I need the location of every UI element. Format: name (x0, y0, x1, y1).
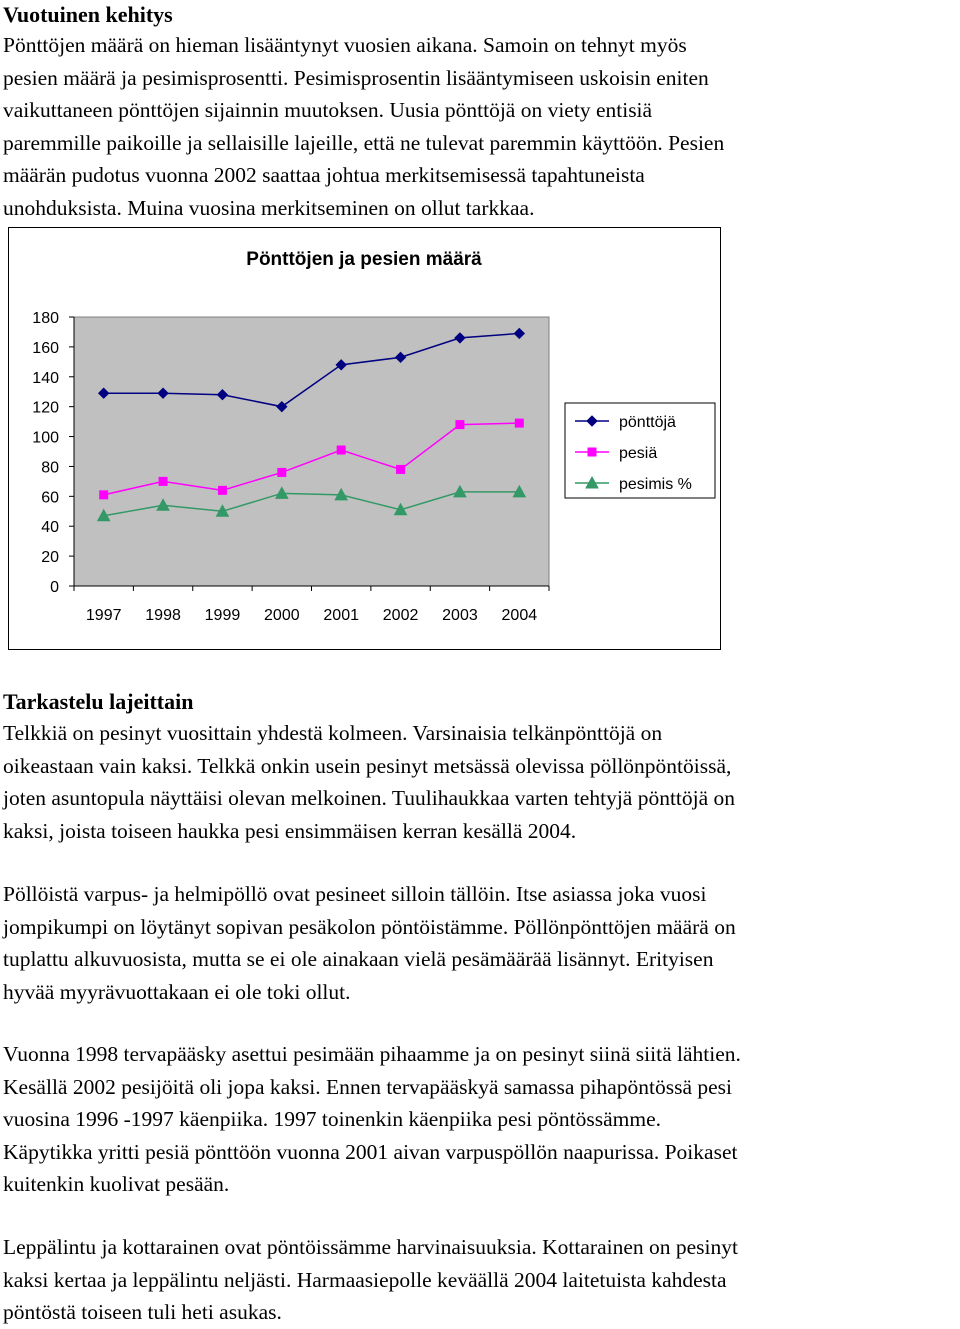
text-line: pöntöstä toiseen tuli heti asukas. (3, 1300, 282, 1324)
text-line: tuplattu alkuvuosista, mutta se ei ole ainakaan vielä pesämäärää lisännyt. Erityisen (3, 947, 714, 971)
chart-title: Pönttöjen ja pesien määrä (246, 249, 482, 270)
legend (565, 403, 715, 498)
legend-marker (588, 448, 597, 457)
text-line: vaikuttaneen pönttöjen sijainnin muutoksen. Uusia pönttöjä on viety entisiä (3, 98, 653, 122)
text-line: joten asuntopula näyttäisi olevan melkoinen. Tuulihaukkaa varten tehtyjä pönttöjä on (3, 786, 736, 810)
x-tick-label: 2003 (442, 607, 478, 624)
text-line: oikeastaan vain kaksi. Telkkä onkin usein pesinyt metsässä olevissa pöllönpöntöissä, (3, 753, 732, 778)
data-point (337, 446, 346, 455)
chart-svg (8, 227, 721, 650)
section-heading-annual: Vuotuinen kehitys (3, 2, 173, 27)
text-line: Kesällä 2002 pesijöitä oli jopa kaksi. Ennen tervapääskyä samassa pihapöntössä pesi (3, 1074, 733, 1099)
data-point (218, 486, 227, 495)
x-tick-label: 2004 (501, 607, 538, 624)
text-line: määrän pudotus vuonna 2002 saattaa johtua merkitsemisessä tapahtuneista (3, 163, 645, 187)
y-tick-label: 180 (32, 310, 59, 327)
x-tick-label: 1997 (85, 607, 122, 624)
y-tick-label: 40 (41, 519, 59, 537)
text-line: Pönttöjen määrä on hieman lisääntynyt vuosien aikana. Samoin on tehnyt myös (3, 33, 687, 57)
data-point (515, 419, 524, 428)
data-point (99, 490, 108, 499)
x-tick-label: 2001 (323, 607, 359, 624)
x-tick-label: 2002 (382, 607, 419, 624)
paragraph-species-4 (3, 1231, 958, 1329)
data-point (277, 468, 286, 477)
y-tick-label: 0 (50, 579, 59, 596)
paragraph-species-3 (3, 1038, 958, 1201)
y-tick-label: 120 (32, 399, 59, 417)
chart (8, 227, 721, 650)
data-point (396, 465, 405, 474)
legend-label: pönttöjä (619, 414, 676, 431)
text-line: Pöllöistä varpus- ja helmipöllö ovat pesineet silloin tällöin. Itse asiassa joka vuosi (3, 882, 707, 906)
text-line: vuosina 1996 -1997 käenpiika. 1997 toinenkin käenpiika pesi pöntössämme. (3, 1107, 662, 1131)
paragraph-annual (3, 29, 958, 224)
text-line: jompikumpi on löytänyt sopivan pesäkolon pöntöistämme. Pöllönpönttöjen määrä on (3, 914, 736, 939)
y-tick-label: 100 (32, 429, 59, 447)
data-point (455, 420, 464, 429)
y-tick-label: 80 (41, 459, 59, 477)
paragraph-species-1 (3, 717, 958, 847)
plot-area (74, 317, 549, 586)
text-line: kuitenkin kuolivat pesään. (3, 1172, 230, 1196)
text-line: Leppälintu ja kottarainen ovat pöntöissämme harvinaisuuksia. Kottarainen on pesinyt (3, 1235, 738, 1259)
text-line: Telkkiä on pesinyt vuosittain yhdestä kolmeen. Varsinaisia telkänpönttöjä on (3, 721, 663, 745)
text-line: Käpytikka yritti pesiä pönttöön vuonna 2001 aivan varpuspöllön naapurissa. Poikaset (3, 1139, 738, 1164)
x-tick-label: 1999 (204, 607, 241, 624)
y-tick-label: 140 (32, 369, 59, 387)
text-line: kaksi, joista toiseen haukka pesi ensimmäisen kerran kesällä 2004. (3, 818, 577, 843)
legend-label: pesiä (619, 445, 658, 462)
y-tick-label: 160 (32, 339, 59, 357)
section-heading-species: Tarkastelu lajeittain (3, 689, 194, 714)
legend-label: pesimis % (619, 476, 692, 493)
text-line: hyvää myyrävuottakaan ei ole toki ollut. (3, 979, 351, 1004)
text-line: unohduksista. Muina vuosina merkitseminen on ollut tarkkaa. (3, 195, 535, 220)
x-tick-label: 2000 (264, 607, 300, 624)
x-tick-label: 1998 (145, 607, 181, 624)
data-point (159, 477, 168, 486)
text-line: pesien määrä ja pesimisprosentti. Pesimisprosentin lisääntymiseen uskoisin eniten (3, 65, 709, 90)
y-tick-label: 60 (41, 489, 59, 507)
paragraph-species-2 (3, 878, 958, 1008)
text-line: Vuonna 1998 tervapääsky asettui pesimään pihaamme ja on pesinyt siinä siitä lähtien. (3, 1042, 741, 1066)
text-line: paremmille paikoille ja sellaisille lajeille, että ne tulevat paremmin käyttöön. Pesien (3, 130, 725, 155)
text-line: kaksi kertaa ja leppälintu neljästi. Harmaasiepolle keväällä 2004 laitetuista kahdesta (3, 1267, 727, 1292)
y-tick-label: 20 (41, 549, 59, 567)
